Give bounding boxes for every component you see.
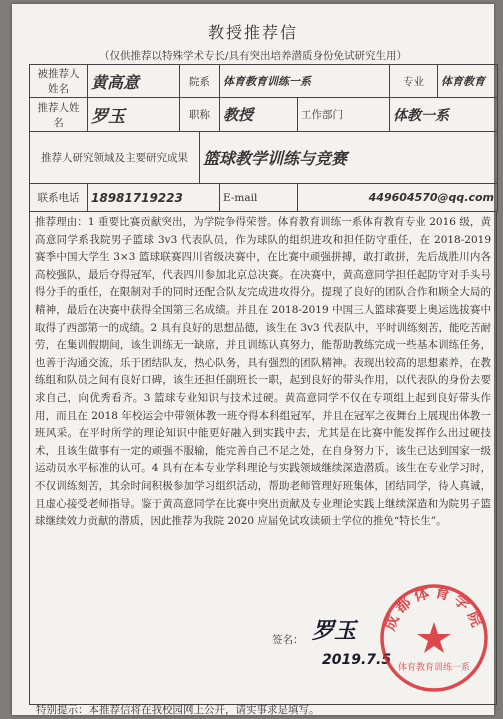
research-label: 推荐人研究领域及主要研究成果 xyxy=(30,132,200,184)
svg-text:成都体育学院: 成都体育学院 xyxy=(380,582,488,634)
school-value: 体育教育训练一系 xyxy=(220,65,390,98)
email-value: 449604570@qq.com xyxy=(298,184,498,212)
dept-label: 工作部门 xyxy=(298,98,390,132)
page-title: 教授推荐信 xyxy=(207,23,298,42)
major-value: 体育教育 xyxy=(438,65,498,98)
signature-label: 签名： xyxy=(272,634,304,646)
recommender-label: 推荐人姓名 xyxy=(30,98,88,132)
svg-text:体育教育训练一系: 体育教育训练一系 xyxy=(397,663,471,673)
reason-text: 推荐理由：1 重要比赛贡献突出，为学院争得荣誉。体育教育训练一系体育教育专业 2016 级，黄高意同学系我院男子篮球 3v3 代表队员，作为球队的组织进攻和担任防守重任，在 2018-2019 赛季中国大学生 3×3 篮球联赛四川省级决赛中，在比赛中顽强拼搏，敢打敢拼，先后战胜川内各高校强队，最后夺得冠军，代表四川参加北京总决赛。在决赛中，黄高意同学担任起防守对手头号得分手的重任，在限制对手的同时还配合队友完成进攻得分。提现了良好的团队合作和顾全大局的精神，最后在决赛中获得全国第三名成绩。并且在 2018-2019 中国三人篮球赛要上奥运选拔赛中取得了西部第一的成绩。2 具有良好的思想品德，该生在 3v3 代表队中，平时训练刻苦，能吃苦耐劳，在集训假期间，该生训练无一缺席，并且训练认真努力，能帮助教练完成一些基本训练任务，也善于沟通交流，乐于团结队友，热心队务，具有强烈的团队精神。表现出较高的思想素养，在教练组和队员之间有良好口碑，该生还担任副班长一职，起到良好的带头作用，以代表队的身份去要求自己，向优秀看齐。3 篮球专业知识与技术过硬。黄高意同学不仅在专项组上起到良好带头作用，而且在 2018 年校运会中带领体教一班夺得本科组冠军，并且在冠军之夜舞台上展现出体教一班风采。在平时所学的理论知识中能更好融入到实践中去，尤其是在比赛中能发挥作么出过硬技术，且该生做事有一定的顽强不服输，能完善自己不足之处，在自身努力下，该生已达到国家一级运动员水平标准的认可。4 具有在本专业学科理论与实践领域继续深造潜质。该生在专业学习时，不仅训练刻苦，其余时间积极参加学习组织活动，帮助老师管理好班集体，团结同学，待人真诚，且虚心接受老师指导。鉴于黄高意同学在比赛中突出贡献及专业理论实践上继续深造和为院男子篮球继续效力贡献的潜质，因此推荐为我院 2020 应届免试攻读硕士学位的推免“特长生”。 xyxy=(35,216,491,528)
info-table xyxy=(29,64,498,212)
major-label: 专业 xyxy=(390,65,438,98)
title-value: 教授 xyxy=(220,98,298,132)
official-seal-icon xyxy=(374,578,494,698)
signature-name: 罗玉 xyxy=(312,619,357,644)
phone-label: 联系电话 xyxy=(30,184,88,212)
phone-value: 18981719223 xyxy=(88,184,220,212)
school-label: 院系 xyxy=(180,65,220,98)
recommendee-value: 黄高意 xyxy=(88,65,180,98)
recommender-value: 罗玉 xyxy=(88,98,180,132)
page-subtitle: （仅供推荐以特殊学术专长/具有突出培养潜质身份免试研究生用） xyxy=(98,50,408,62)
recommendee-label: 被推荐人姓名 xyxy=(30,65,88,98)
footer-note: 特别提示：本推荐信将在我校园网上公开，请实事求是填写。 xyxy=(36,704,320,716)
title-label: 职称 xyxy=(180,98,220,132)
research-value: 篮球教学训练与竞赛 xyxy=(200,132,498,184)
dept-value: 体教一系 xyxy=(390,98,498,132)
signature-date: 2019.7.5 xyxy=(322,652,392,668)
email-label: E-mail xyxy=(220,184,298,212)
recommendation-letter xyxy=(12,4,494,715)
